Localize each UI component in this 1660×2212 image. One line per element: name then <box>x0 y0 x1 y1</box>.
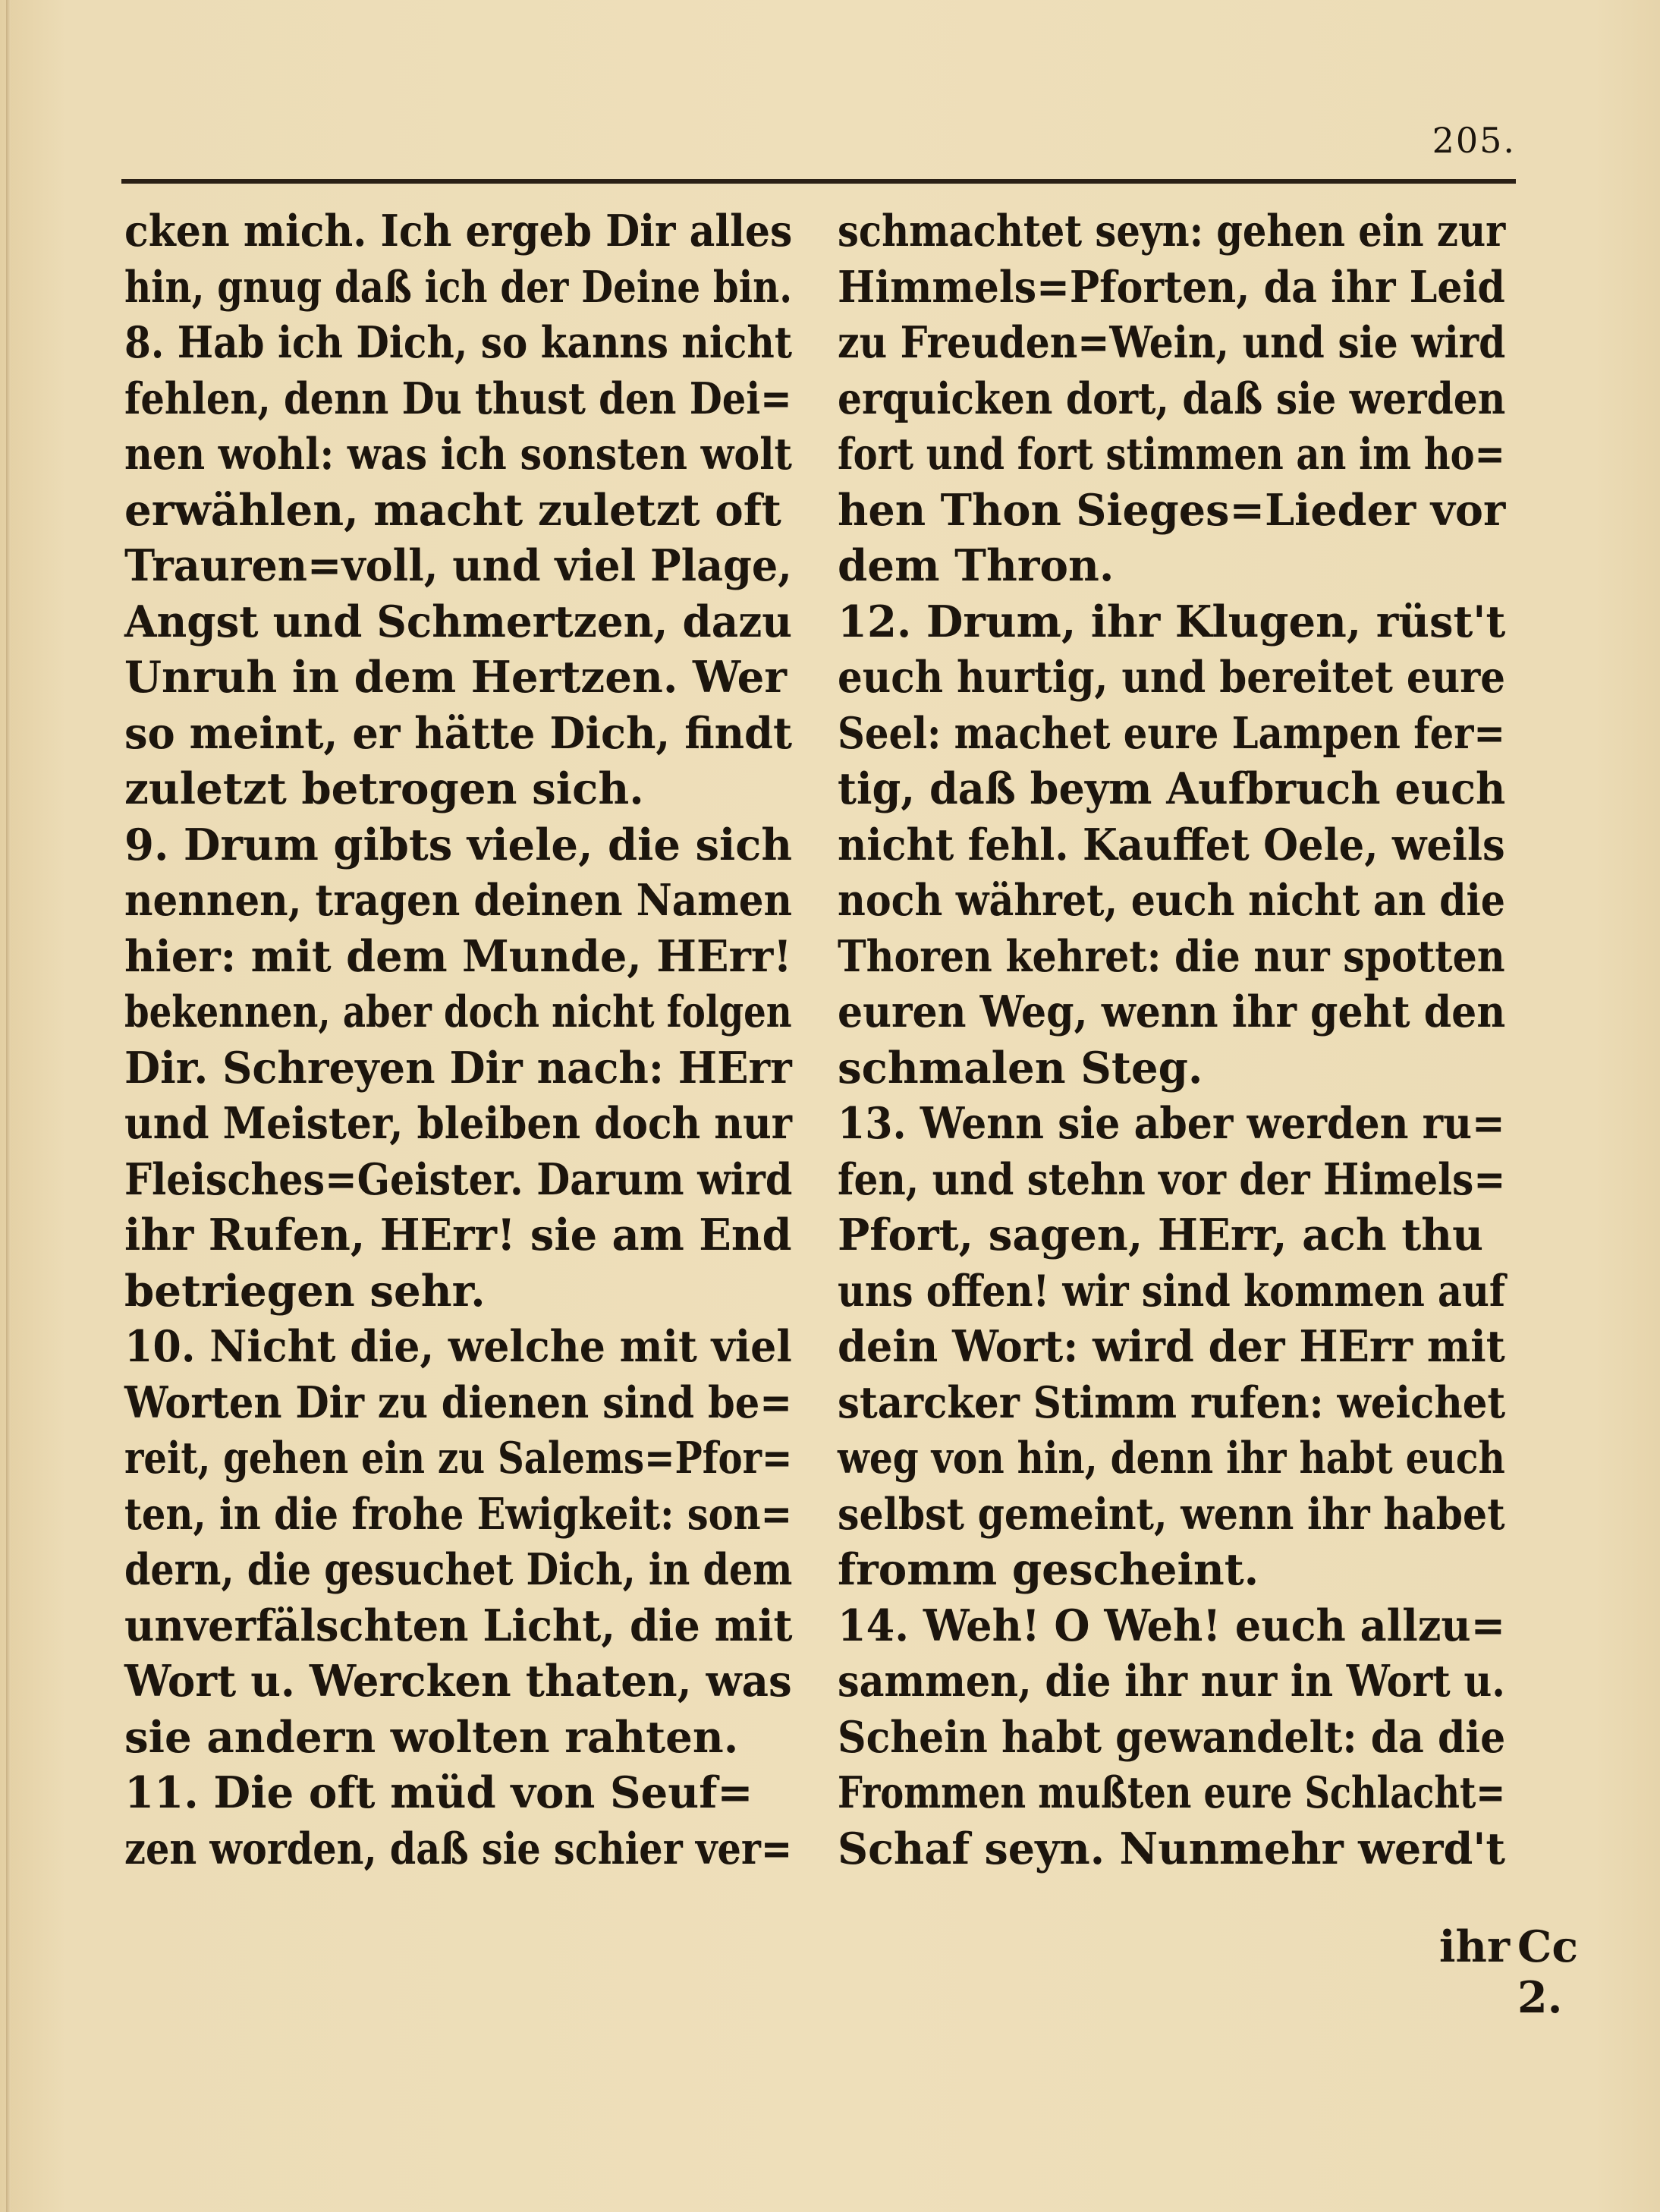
text-line: unverfälschten Licht, die mit <box>124 1599 793 1651</box>
text-line: Worten Dir zu dienen sind be= <box>124 1376 793 1428</box>
text-line: Schaf seyn. Nunmehr werd't <box>838 1822 1506 1874</box>
text-line: nen wohl: was ich sonsten wolt <box>124 428 792 480</box>
text-line: Angst und Schmertzen, dazu <box>124 595 793 647</box>
page-edge <box>6 0 11 2212</box>
text-line: hier: mit dem Munde, HErr! <box>124 930 792 982</box>
text-line: Wort u. Wercken thaten, was <box>124 1655 792 1707</box>
left-column <box>124 203 807 1877</box>
text-line: 11. Die oft müd von Seuf= <box>124 1767 753 1818</box>
footer-line <box>759 1921 1579 2023</box>
text-line: euren Weg, wenn ihr geht den <box>838 986 1506 1037</box>
right-column <box>838 203 1520 1877</box>
text-line: so meint, er hätte Dich, findt <box>124 706 793 759</box>
text-line: schmalen Steg. <box>838 1041 1203 1093</box>
text-line: dem Thron. <box>838 540 1115 591</box>
text-line: zuletzt betrogen sich. <box>124 763 644 814</box>
text-line: ten, in die frohe Ewigkeit: son= <box>124 1487 793 1540</box>
text-line: dern, die gesuchet Dich, in dem <box>124 1543 793 1595</box>
signature-mark: Cc 2. <box>1517 1921 1579 2023</box>
text-line: weg von hin, denn ihr habt euch <box>838 1432 1505 1484</box>
text-line: zu Freuden=Wein, und sie wird <box>838 316 1506 368</box>
text-line: Unruh in dem Hertzen. Wer <box>124 651 787 703</box>
page-number: 205. <box>1432 120 1516 161</box>
text-line: Thoren kehret: die nur spotten <box>838 930 1505 982</box>
text-line: zen worden, daß sie schier ver= <box>124 1822 793 1874</box>
text-line: 14. Weh! O Weh! euch allzu= <box>838 1599 1506 1651</box>
text-line: uns offen! wir sind kommen auf <box>838 1264 1506 1317</box>
text-line: nicht fehl. Kauffet Oele, weils <box>838 818 1505 870</box>
text-line: Dir. Schreyen Dir nach: HErr <box>124 1041 792 1093</box>
text-line: betriegen sehr. <box>124 1264 486 1317</box>
text-line: euch hurtig, und bereitet eure <box>838 651 1506 703</box>
text-line: selbst gemeint, wenn ihr habet <box>838 1487 1505 1540</box>
text-line: Fleisches=Geister. Darum wird <box>124 1153 793 1205</box>
text-line: sie andern wolten rahten. <box>124 1710 739 1763</box>
text-line: noch währet, euch nicht an die <box>838 874 1506 926</box>
text-line: und Meister, bleiben doch nur <box>124 1097 792 1149</box>
text-line: Frommen mußten eure Schlacht= <box>838 1767 1506 1818</box>
text-line: Pfort, sagen, HErr, ach thu <box>838 1209 1484 1260</box>
text-line: ihr Rufen, HErr! sie am End <box>124 1209 792 1260</box>
text-line: hin, gnug daß ich der Deine bin. <box>124 260 793 313</box>
text-line: 8. Hab ich Dich, so kanns nicht <box>124 316 792 368</box>
text-line: sammen, die ihr nur in Wort u. <box>838 1655 1505 1707</box>
text-line: erquicken dort, daß sie werden <box>838 372 1506 424</box>
text-line: fen, und stehn vor der Himels= <box>838 1153 1506 1205</box>
text-line: 9. Drum gibts viele, die sich <box>124 818 793 870</box>
text-line: nennen, tragen deinen Namen <box>124 874 793 926</box>
text-line: 12. Drum, ihr Klugen, rüst't <box>838 595 1506 647</box>
text-line: dein Wort: wird der HErr mit <box>838 1320 1505 1372</box>
text-line: fehlen, denn Du thust den Dei= <box>124 372 792 424</box>
header-rule <box>121 179 1516 184</box>
catchword: ihr <box>1438 1921 1510 1972</box>
text-line: tig, daß beym Aufbruch euch <box>838 763 1506 814</box>
text-line: hen Thon Sieges=Lieder vor <box>838 483 1506 536</box>
text-line: cken mich. Ich ergeb Dir alles <box>124 205 793 256</box>
text-line: reit, gehen ein zu Salems=Pfor= <box>124 1432 793 1484</box>
text-line: starcker Stimm rufen: weichet <box>838 1376 1506 1428</box>
text-line: Seel: machet eure Lampen fer= <box>838 706 1506 759</box>
text-line: Himmels=Pforten, da ihr Leid <box>838 260 1505 313</box>
text-line: fort und fort stimmen an im ho= <box>838 428 1505 480</box>
text-line: erwählen, macht zuletzt oft <box>124 483 781 536</box>
text-line: 10. Nicht die, welche mit viel <box>124 1320 792 1372</box>
text-line: Trauren=voll, und viel Plage, <box>124 540 792 591</box>
text-line: fromm gescheint. <box>838 1543 1259 1595</box>
text-line: bekennen, aber doch nicht folgen <box>124 986 792 1037</box>
text-line: Schein habt gewandelt: da die <box>838 1710 1506 1763</box>
text-line: schmachtet seyn: gehen ein zur <box>838 205 1506 256</box>
text-line: 13. Wenn sie aber werden ru= <box>838 1097 1505 1149</box>
